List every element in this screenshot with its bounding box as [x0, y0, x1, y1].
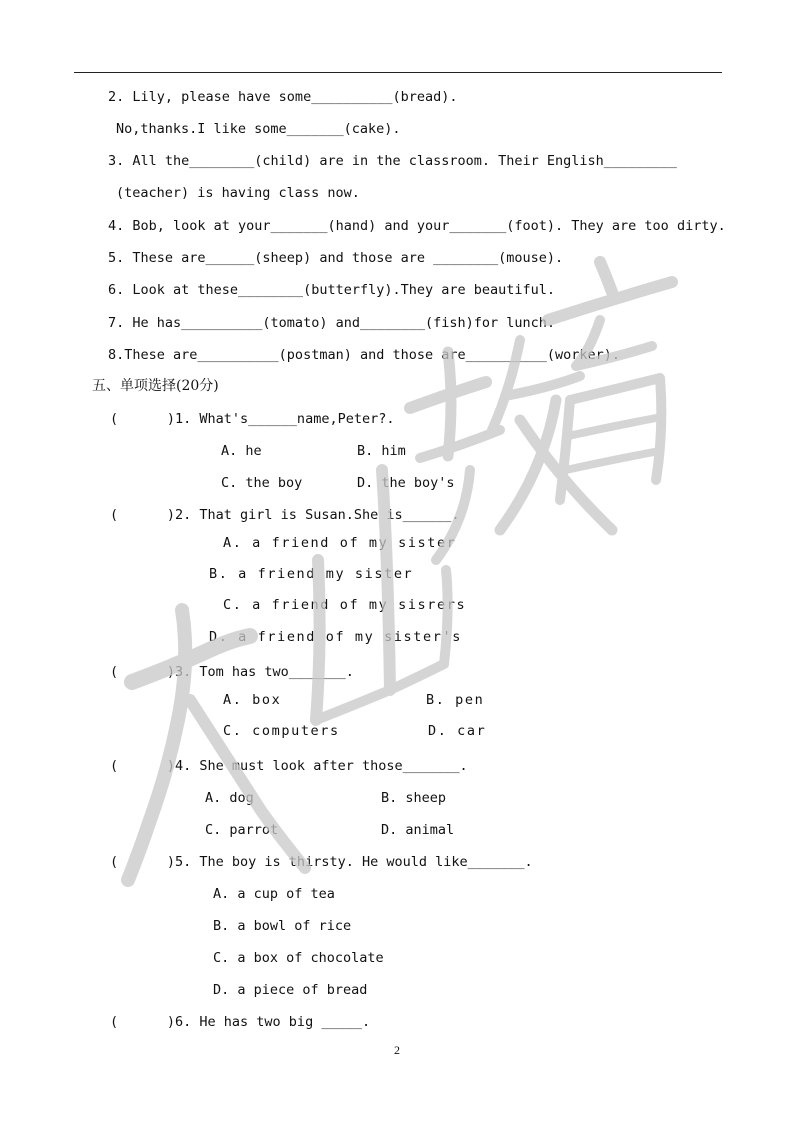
mc-question-5-option-d: D. a piece of bread	[213, 982, 368, 998]
mc-question-1-option-b: B. him	[357, 443, 406, 459]
mc-question-2-option-d: D. a friend of my sister's	[209, 629, 462, 645]
fill-in-question-2-reply: No,thanks.I like some_______(cake).	[116, 121, 401, 137]
mc-question-3-stem: ( )3. Tom has two_______.	[110, 664, 354, 680]
mc-question-2-option-b: B. a friend my sister	[209, 566, 414, 582]
fill-in-question-8: 8.These are__________(postman) and those are__________(worker).	[108, 347, 621, 363]
mc-question-3-option-b: B. pen	[426, 692, 485, 708]
mc-question-2-option-c: C. a friend of my sisrers	[223, 597, 467, 613]
section-five-title: 五、单项选择(20分)	[92, 378, 219, 394]
header-rule	[74, 72, 722, 73]
mc-question-4-option-c: C. parrot	[205, 822, 279, 838]
mc-question-1-stem: ( )1. What's______name,Peter?.	[110, 411, 395, 427]
fill-in-question-4: 4. Bob, look at your_______(hand) and your_______(foot). They are too dirty.	[108, 218, 726, 234]
mc-question-6-stem: ( )6. He has two big _____.	[110, 1014, 371, 1030]
fill-in-question-3: 3. All the________(child) are in the classroom. Their English_________	[108, 153, 677, 169]
fill-in-question-3-continued: (teacher) is having class now.	[116, 185, 360, 201]
mc-question-4-stem: ( )4. She must look after those_______.	[110, 758, 468, 774]
mc-question-3-option-c: C. computers	[223, 723, 340, 739]
mc-question-1-option-a: A. he	[221, 443, 262, 459]
mc-question-2-stem: ( )2. That girl is Susan.She is______.	[110, 507, 460, 523]
fill-in-question-6: 6. Look at these________(butterfly).They are beautiful.	[108, 282, 556, 298]
mc-question-5-option-a: A. a cup of tea	[213, 886, 335, 902]
mc-question-3-option-a: A. box	[223, 692, 282, 708]
mc-question-1-option-d: D. the boy's	[357, 475, 455, 491]
fill-in-question-7: 7. He has__________(tomato) and________(fish)for lunch.	[108, 315, 556, 331]
mc-question-3-option-d: D. car	[428, 723, 487, 739]
mc-question-5-option-c: C. a box of chocolate	[213, 950, 384, 966]
page-number: 2	[394, 1043, 400, 1057]
mc-question-5-option-b: B. a bowl of rice	[213, 918, 352, 934]
fill-in-question-2: 2. Lily, please have some__________(bread).	[108, 89, 458, 105]
fill-in-question-5: 5. These are______(sheep) and those are ________(mouse).	[108, 250, 564, 266]
mc-question-5-stem: ( )5. The boy is thirsty. He would like_______.	[110, 854, 533, 870]
mc-question-4-option-a: A. dog	[205, 790, 254, 806]
mc-question-2-option-a: A. a friend of my sister	[223, 535, 457, 551]
mc-question-1-option-c: C. the boy	[221, 475, 303, 491]
mc-question-4-option-b: B. sheep	[381, 790, 447, 806]
mc-question-4-option-d: D. animal	[381, 822, 455, 838]
